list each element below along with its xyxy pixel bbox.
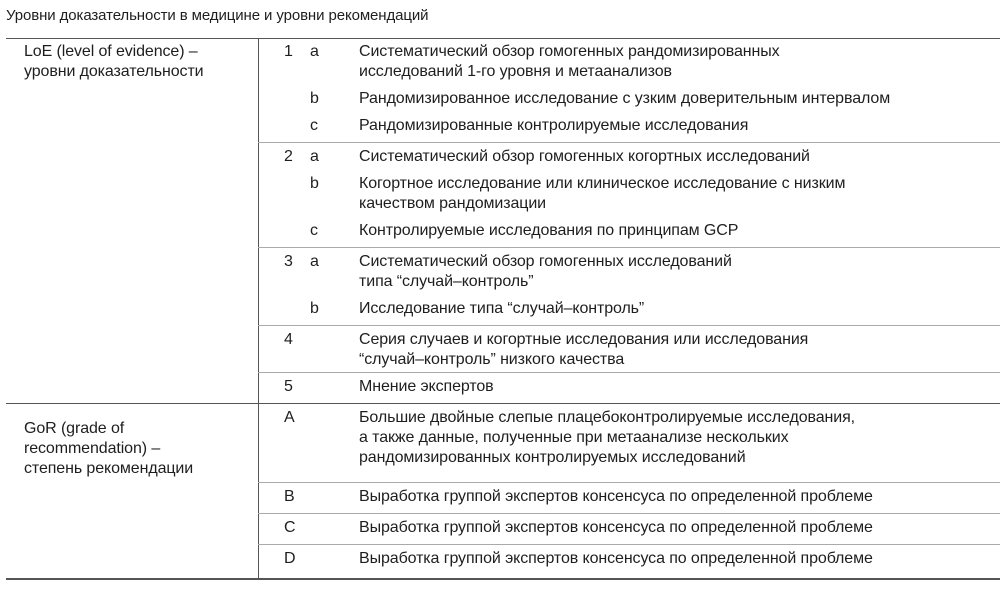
row-divider [258,372,1000,373]
sublevel-letter: a [310,43,319,60]
description-line: Рандомизированное исследование с узким доверительным интервалом [359,90,891,107]
level-number: 1 [284,43,293,60]
level-number: C [284,519,296,536]
loe-label-line: LoE (level of evidence) – [24,43,198,60]
sublevel-letter: b [310,300,319,317]
description-line: Систематический обзор гомогенных рандомизированных [359,43,780,60]
row-divider [258,325,1000,326]
gor-label-line: GoR (grade of [24,420,125,437]
level-description [359,299,644,319]
row-divider [258,513,1000,514]
gor-label-line: recommendation) – [24,440,161,457]
gor-label-line: степень рекомендации [24,460,194,477]
row-divider [258,482,1000,483]
table-bottom-rule [6,578,1000,580]
description-line: Контролируемые исследования по принципам GCP [359,222,739,239]
gor-category-label [24,419,254,479]
level-number: 3 [284,253,293,270]
level-number: 2 [284,148,293,165]
level-number: D [284,550,296,567]
evidence-table [6,38,1000,580]
description-line: Выработка группой экспертов консенсуса по определенной проблеме [359,488,873,505]
description-line: Большие двойные слепые плацебоконтролируемые исследования, [359,409,856,426]
sublevel-letter: c [310,117,318,134]
level-description [359,147,810,167]
level-description [359,549,873,569]
row-divider [258,247,1000,248]
level-description [359,116,748,136]
sublevel-letter: c [310,222,318,239]
description-line: Систематический обзор гомогенных когортных исследований [359,148,810,165]
level-description [359,89,890,109]
level-description [359,487,873,507]
description-line: Когортное исследование или клиническое исследование с низким [359,175,846,192]
level-number: B [284,488,295,505]
table-caption: Уровни доказательности в медицине и уровни рекомендаций [6,7,429,24]
column-divider [258,38,259,578]
level-description [359,518,873,538]
section-divider [6,403,1000,404]
description-line: Исследование типа “случай–контроль” [359,300,645,317]
description-line: а также данные, полученные при метаанализе нескольких [359,429,789,446]
level-description [359,252,732,292]
level-description [359,221,738,241]
level-number: 4 [284,331,293,348]
description-line: “случай–контроль” низкого качества [359,351,625,368]
level-number: A [284,409,295,426]
description-line: типа “случай–контроль” [359,273,534,290]
sublevel-letter: b [310,90,319,107]
table-top-rule [6,38,1000,39]
row-divider [258,142,1000,143]
level-description [359,377,494,397]
level-description [359,408,855,468]
description-line: исследований 1-го уровня и метаанализов [359,63,672,80]
loe-label-line: уровни доказательности [24,63,204,80]
description-line: качеством рандомизации [359,195,547,212]
loe-category-label [24,42,254,82]
description-line: Серия случаев и когортные исследования или исследования [359,331,809,348]
description-line: Рандомизированные контролируемые исследования [359,117,749,134]
description-line: рандомизированных контролируемых исследований [359,449,746,466]
description-line: Выработка группой экспертов консенсуса по определенной проблеме [359,550,873,567]
level-description [359,42,780,82]
row-divider [258,544,1000,545]
description-line: Систематический обзор гомогенных исследований [359,253,732,270]
level-description [359,330,808,370]
sublevel-letter: a [310,148,319,165]
description-line: Выработка группой экспертов консенсуса по определенной проблеме [359,519,873,536]
sublevel-letter: a [310,253,319,270]
level-number: 5 [284,378,293,395]
sublevel-letter: b [310,175,319,192]
level-description [359,174,845,214]
description-line: Мнение экспертов [359,378,494,395]
